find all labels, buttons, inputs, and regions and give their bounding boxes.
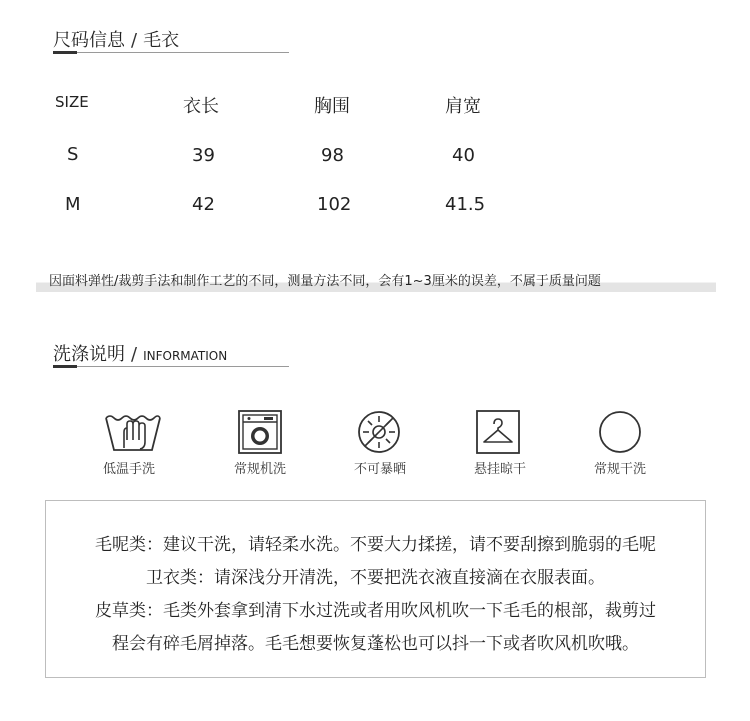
- table-row-m-shoulder: 41.5: [445, 194, 486, 215]
- size-header-chest: 胸围: [314, 96, 350, 117]
- care-text-line-4: 程会有碎毛屑掉落。毛毛想要恢复蓬松也可以抖一下或者吹风机吹哦。: [112, 634, 639, 654]
- washing-machine-icon: [238, 410, 282, 454]
- care-label-hand-wash: 低温手洗: [102, 462, 155, 477]
- care-label-hang-dry: 悬挂晾干: [473, 462, 526, 477]
- care-label-no-sun: 不可暴晒: [353, 462, 406, 477]
- care-label-machine-wash: 常规机洗: [233, 462, 286, 477]
- care-section-title: [53, 340, 227, 366]
- care-section-title-text: 洗涤说明: [53, 344, 125, 365]
- table-row-s-shoulder: 40: [452, 145, 475, 166]
- measurement-note: [36, 268, 716, 292]
- size-section-title: [53, 26, 179, 52]
- title-slash: /: [131, 30, 138, 51]
- table-row-m-size: M: [65, 194, 81, 215]
- size-header-length: 衣长: [183, 96, 219, 117]
- hanger-dry-icon: [476, 410, 520, 454]
- size-section-divider: [53, 52, 289, 53]
- table-row-s-size: S: [67, 144, 79, 165]
- care-section-divider: [53, 366, 289, 367]
- title-slash: /: [131, 344, 138, 365]
- care-label-dry-clean: 常规干洗: [593, 462, 646, 477]
- size-header-shoulder: 肩宽: [445, 96, 481, 117]
- care-text-line-3: 皮草类：毛类外套拿到清下水过洗或者用吹风机吹一下毛毛的根部，裁剪过: [95, 601, 656, 621]
- measurement-note-text: 因面料弹性/裁剪手法和制作工艺的不同，测量方法不同，会有1~3厘米的误差，不属于质量问题: [49, 274, 601, 289]
- table-row-s-chest: 98: [321, 145, 344, 166]
- table-row-s-length: 39: [192, 145, 215, 166]
- care-instructions-box: [45, 500, 706, 678]
- size-section-subtitle: 毛衣: [143, 30, 180, 51]
- size-section-accent: [53, 51, 77, 54]
- care-section-subtitle: INFORMATION: [143, 349, 228, 363]
- size-section-title-text: 尺码信息: [53, 30, 125, 51]
- table-row-m-length: 42: [192, 194, 215, 215]
- care-text-line-1: 毛呢类：建议干洗，请轻柔水洗。不要大力揉搓，请不要刮擦到脆弱的毛呢: [95, 535, 656, 555]
- size-header-size: SIZE: [55, 93, 89, 111]
- care-section-accent: [53, 365, 77, 368]
- hand-wash-icon: [104, 412, 162, 454]
- table-row-m-chest: 102: [317, 194, 352, 215]
- no-sun-drying-icon: [357, 410, 401, 454]
- care-text-line-2: 卫衣类：请深浅分开清洗，不要把洗衣液直接滴在衣服表面。: [146, 568, 605, 588]
- dry-clean-icon: [598, 410, 642, 454]
